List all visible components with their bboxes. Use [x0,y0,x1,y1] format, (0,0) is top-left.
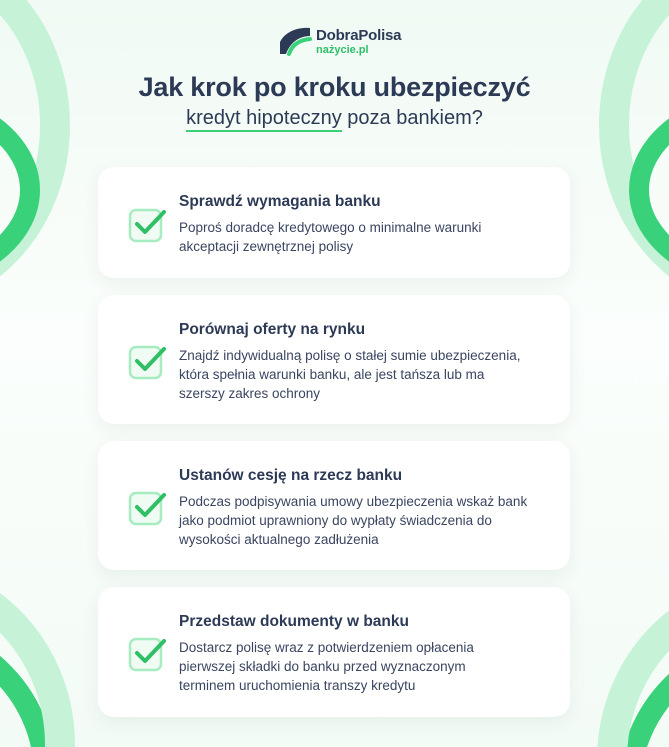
page-subtitle [0,107,669,130]
step-description-line: wysokości aktualnego zadłużenia [179,532,379,547]
step-description-line: szerszy zakres ochrony [179,386,321,401]
step-description-line: Podczas podpisywania umowy ubezpieczenia wskaż bank [179,494,528,509]
step-description [179,492,527,549]
step-description-line: jako podmiot uprawniony do wypłaty świadczenia do [179,513,492,528]
logo-tagline: nażycie.pl [316,43,369,56]
dobrapolisa-logo-icon [278,26,312,58]
step-description-line: pierwszej składki do banku przed wyznaczonym [179,659,466,674]
arc-left-bottom-light [0,575,60,747]
step-title: Ustanów cesję na rzecz banku [179,467,403,484]
page-title: Jak krok po kroku ubezpieczyć [138,72,531,102]
step-card [98,441,570,570]
step-description-line: Dostarcz polisę wraz z potwierdzeniem opłacenia [179,640,474,655]
step-description-line: Poproś doradcę kredytowego o minimalne warunki [179,220,482,235]
arc-left-bottom-green [0,625,45,747]
checkmark-icon [128,340,168,380]
subtitle-rest: poza bankiem? [347,107,483,129]
step-description-line: terminem uruchomienia transzy kredytu [179,678,416,693]
step-card [98,295,570,424]
logo-name: DobraPolisa [316,26,402,44]
subtitle-highlight: kredyt hipoteczny [186,107,342,132]
checkmark-icon [128,632,168,672]
step-title: Przedstaw dokumenty w banku [179,613,409,630]
step-title: Porównaj oferty na rynku [179,321,366,338]
brand-logo [278,26,401,58]
arc-right-top-light [614,0,669,295]
checkmark-icon [128,486,168,526]
step-description-line: Znajdź indywidualną polisę o stałej sumie ubezpieczenia, [179,348,521,363]
step-description-line: która spełnia warunki banku, ale jest tańsza lub ma [179,367,485,382]
arc-right-bottom-light [612,590,669,747]
step-card [98,587,570,717]
step-card [98,167,570,278]
checkmark-icon [128,203,168,243]
step-description [179,638,474,695]
step-title: Sprawdź wymagania banku [179,193,381,210]
step-description [179,218,481,256]
arc-right-bottom-green [629,640,669,747]
step-description [179,346,520,403]
step-description-line: akceptacji zewnętrznej polisy [179,239,354,254]
arc-left-top-light [0,0,55,295]
